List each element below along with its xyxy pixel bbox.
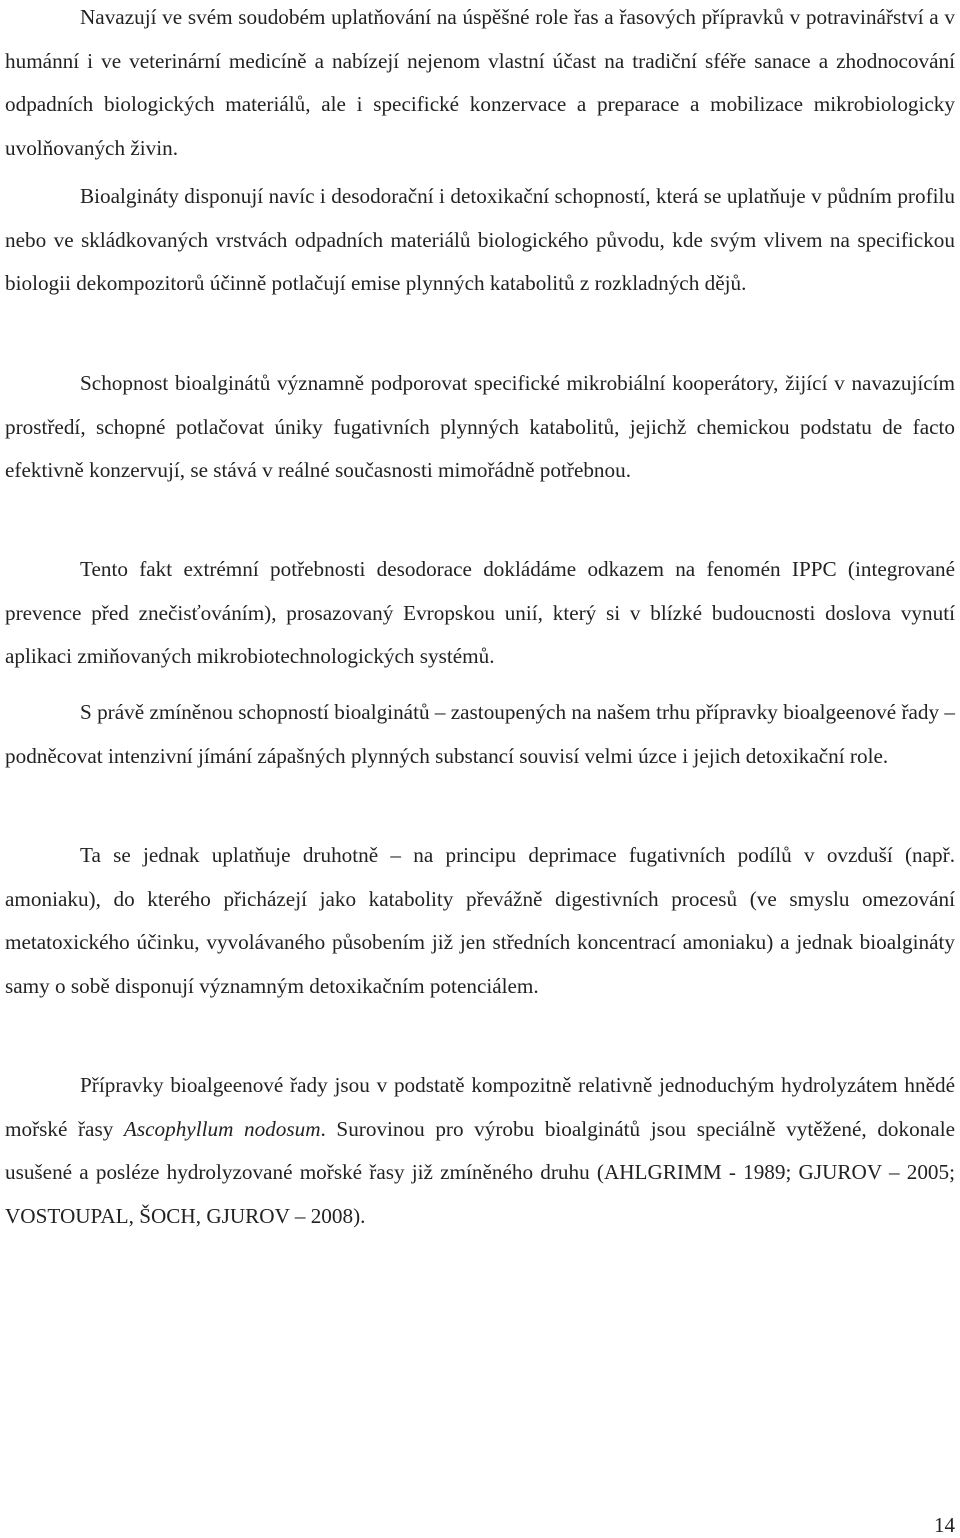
paragraph-7 bbox=[5, 1064, 955, 1238]
paragraph-2: Bioalgináty disponují navíc i desodorační i detoxikační schopností, která se uplatňuje v půdním profilu nebo ve skládkovaných vrstvách odpadních materiálů biologického původu, kde svým vlivem na specifickou biologii dekompozitorů účinně potlačují emise plynných katabolitů z rozkladných dějů. bbox=[5, 184, 955, 296]
paragraph-3: Schopnost bioalginátů významně podporovat specifické mikrobiální kooperátory, žijící v navazujícím prostředí, schopné potlačovat úniky fugativních plynných katabolitů, jejichž chemickou podstatu de facto efektivně konzervují, se stává v reálné současnosti mimořádně potřebnou. bbox=[5, 371, 955, 483]
paragraph-5: S právě zmíněnou schopností bioalginátů – zastoupených na našem trhu přípravky bioalgeenové řady – podněcovat intenzivní jímání zápašných plynných substancí souvisí velmi úzce i jejich detoxikační role. bbox=[5, 700, 955, 768]
paragraph-1: Navazují ve svém soudobém uplatňování na úspěšné role řas a řasových přípravků v potravinářství a v humánní i ve veterinární medicíně a nabízejí nejenom vlastní účast na tradiční sféře sanace a zhodnocování odpadních biologických materiálů, ale i specifické konzervace a preparace a mobilizace mikrobiologicky uvolňovaných živin. bbox=[5, 5, 955, 160]
species-name: Ascophyllum nodosum bbox=[123, 1116, 321, 1141]
document-page bbox=[5, 0, 955, 1537]
page-number: 14 bbox=[934, 1513, 955, 1537]
paragraph-7-text-end: . Surovinou pro výrobu bioalginátů jsou speciálně vytěžené, dokonale usušené a posléze hydrolyzované mořské řasy již zmíněného druhu (AHLGRIMM - 1989; GJUROV – 2005; VOSTOUPAL, ŠOCH, GJUROV – 2008). bbox=[5, 1116, 956, 1228]
paragraph-6: Ta se jednak uplatňuje druhotně – na principu deprimace fugativních podílů v ovzduší (např. amoniaku), do kterého přicházejí jako katabolity převážně digestivních procesů (ve smyslu omezování metatoxického účinku, vyvolávaného působením již jen středních koncentrací amoniaku) a jednak bioalgináty samy o sobě disponují významným detoxikačním potenciálem. bbox=[5, 843, 955, 998]
paragraph-4: Tento fakt extrémní potřebnosti desodorace dokládáme odkazem na fenomén IPPC (integrované prevence před znečisťováním), prosazovaný Evropskou unií, který si v blízké budoucnosti doslova vynutí aplikaci zmiňovaných mikrobiotechnologických systémů. bbox=[5, 557, 955, 669]
paragraph-7-text-start: Přípravky bioalgeenové řady jsou v podstatě kompozitně relativně jednoduchým hydrolyzátem hnědé mořské řasy bbox=[5, 1073, 955, 1141]
